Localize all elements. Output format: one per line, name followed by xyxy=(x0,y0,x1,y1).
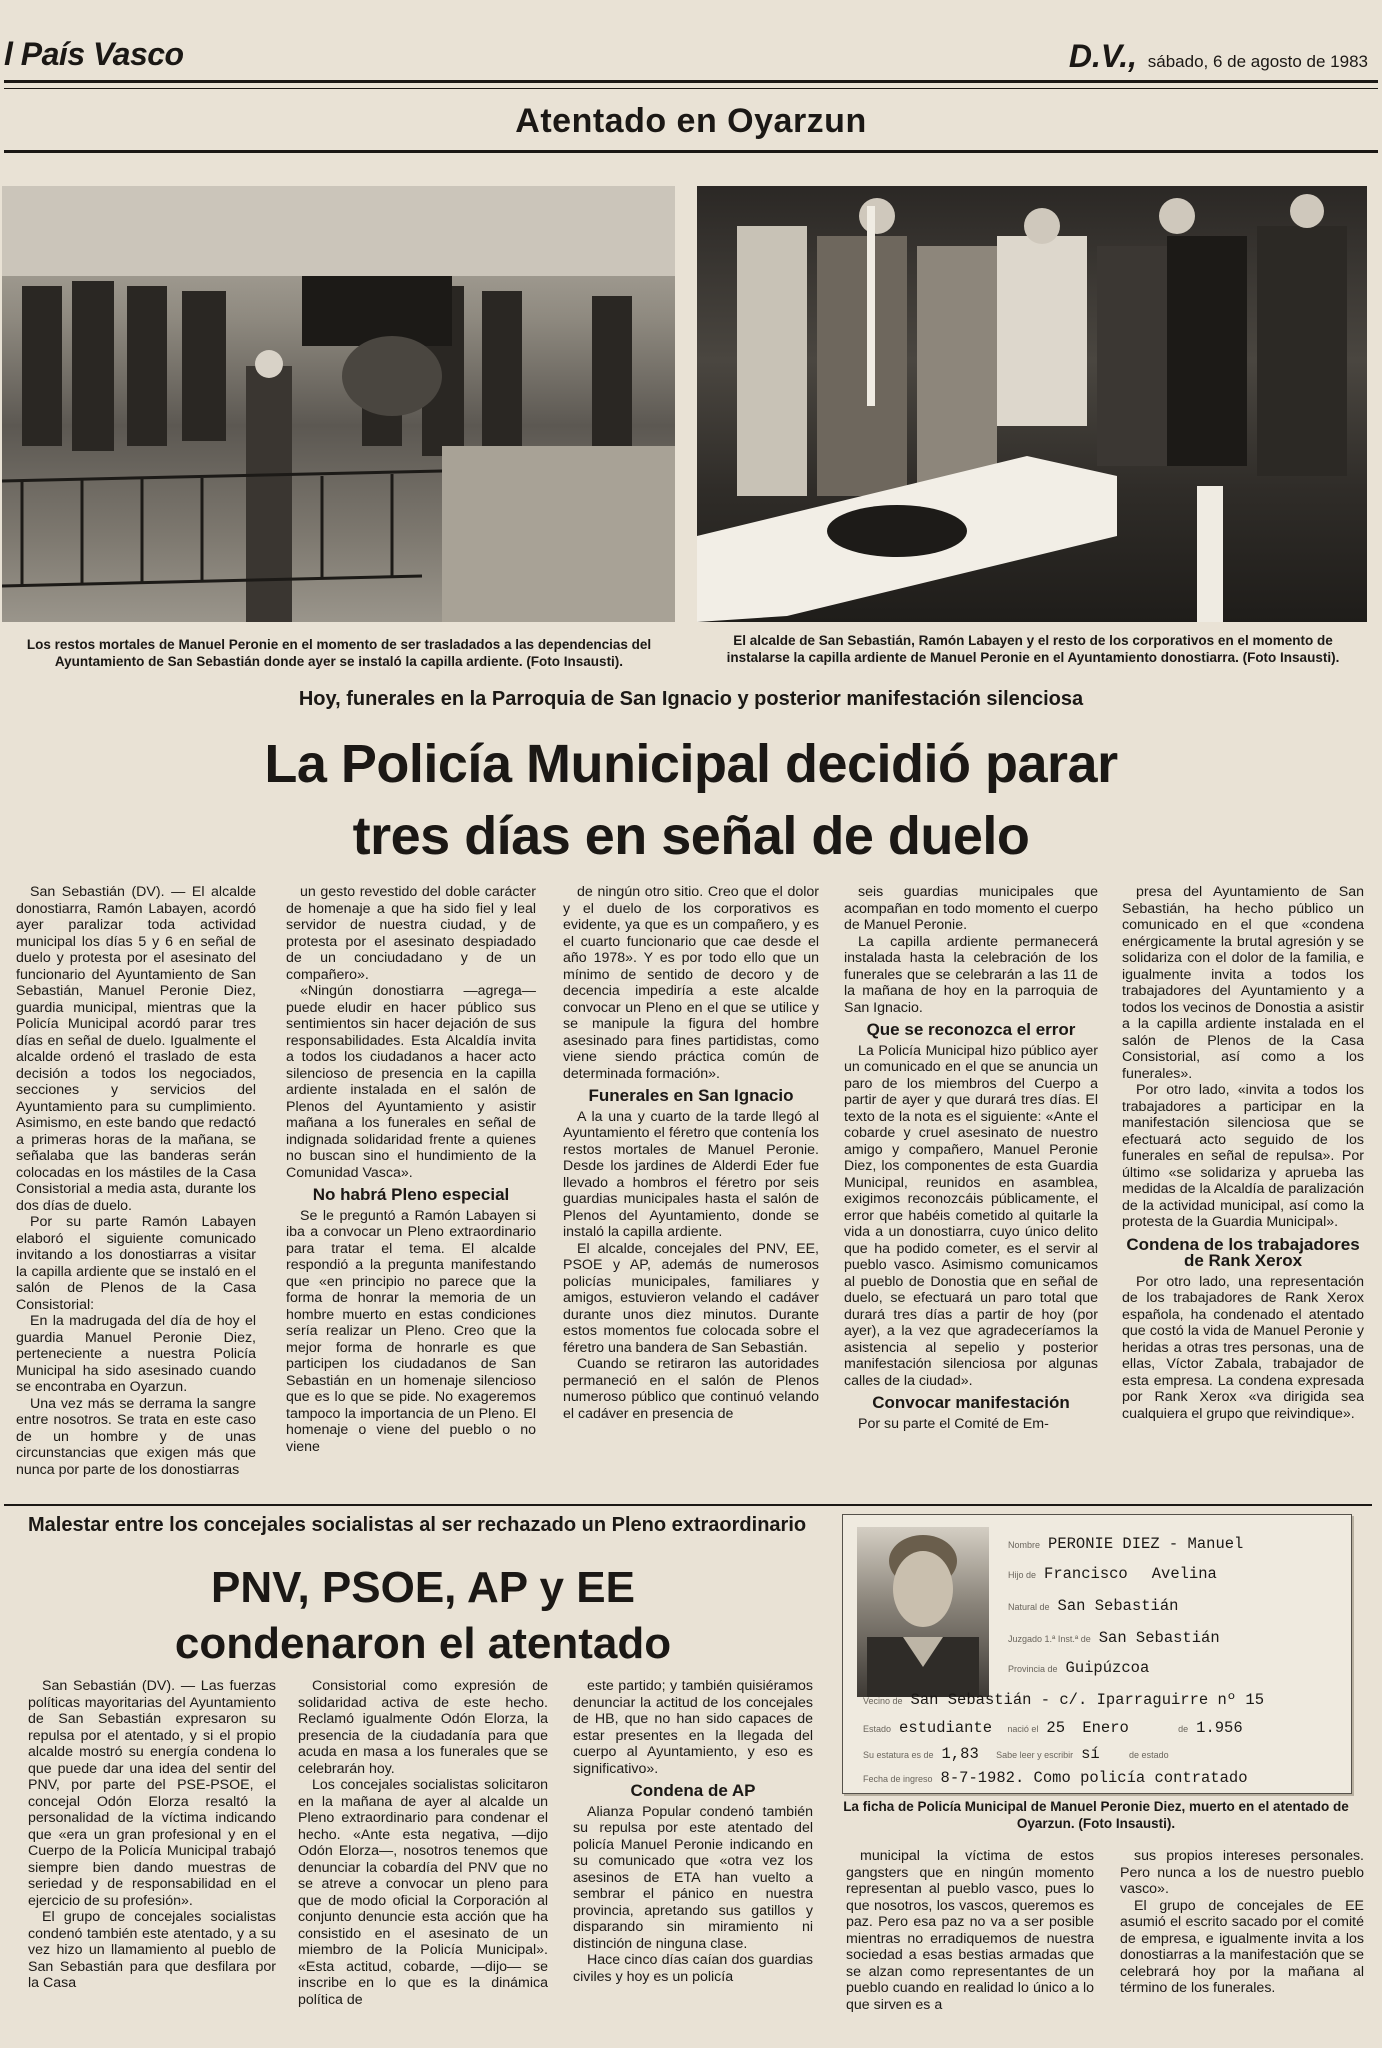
article2-paragraph: El grupo de concejales socialistas condenó también este atentado, y a su vez hizo un llamamiento al pueblo de San Sebastián para que desfilara por la Casa xyxy=(28,1909,276,1991)
article1-paragraph: En la madrugada del día de hoy el guardia Manuel Peronie Diez, perteneciente a nuestra Policía Municipal ha sido asesinado cuando se encontraba en Oyarzun. xyxy=(16,1313,256,1395)
card-label: de estado xyxy=(1129,1750,1169,1760)
article2-paragraph: Hace cinco días caían dos guardias civiles y hoy es un policía xyxy=(573,1952,813,1985)
card-label: Sabe leer y escribir xyxy=(996,1750,1074,1760)
article1-column-4 xyxy=(844,884,1098,1484)
card-birth-year: 1.956 xyxy=(1196,1719,1243,1737)
article2-column-2 xyxy=(298,1678,548,2048)
article1-headline xyxy=(0,728,1382,872)
photo-capilla-ardiente xyxy=(697,186,1367,622)
article2-paragraph: Los concejales socialistas solicitaron en la mañana de ayer al alcalde un Pleno extraordinario para condenar el hecho. «Ante esta negativa, —dijo Odón Elorza—, nosotros tenemos que denunciar la cobardía del PNV que no se atreve a convocar un pleno para que de modo oficial la Corporación al conjunto denuncie esta acción que ha consistido en el asesinato de un miembro de la Policía Municipal». «Esta actitud, cobarde, —dijo— se inscribe en lo que es la dinámica política de xyxy=(298,1777,548,2008)
card-name: PERONIE DIEZ - Manuel xyxy=(1048,1535,1244,1553)
card-court: San Sebastián xyxy=(1098,1629,1220,1647)
article1-paragraph: «Ningún donostiarra —agrega— puede eludir en hacer público sus sentimientos sin hacer dejación de sus responsabilidades. Esta Alcaldía invita a todos los ciudadanos a hacer acto silencioso de presencia en la capilla ardiente instalada en el salón de Plenos del Ayuntamiento y asistir mañana a los funerales en señal de indignada solidaridad frente a quienes no buscan sino el hundimiento de la Comunidad Vasca». xyxy=(286,983,536,1181)
card-entry-line xyxy=(863,1769,1248,1787)
portrait-illustration xyxy=(857,1527,989,1697)
article1-paragraph: Por otro lado, «invita a todos los trabajadores a participar en la manifestación silenciosa que se efectuará acto seguido de los funerales en señal de repulsa». Por último «se solidariza y aprueba las medidas de la Alcaldía de paralización de la actividad municipal, así como la protesta de la Guardia Municipal». xyxy=(1122,1082,1364,1230)
card-birthdate-line xyxy=(863,1719,1243,1737)
article1-paragraph: un gesto revestido del doble carácter de homenaje a que ha sido fiel y leal servidor de nuestra ciudad, y de protesta por el asesinato despiadado de un conciudadano y de un compañero». xyxy=(286,884,536,983)
card-birth-month: Enero xyxy=(1082,1719,1129,1737)
card-label: Su estatura es de xyxy=(863,1750,934,1760)
card-label: Nombre xyxy=(1008,1540,1041,1550)
article2-kicker: Malestar entre los concejales socialistas al ser rechazado un Pleno extraordinario xyxy=(28,1514,807,1536)
article2-subhead: Condena de AP xyxy=(630,1781,756,1800)
card-label: Hijo de xyxy=(1008,1570,1037,1580)
article1-paragraph: Una vez más se derrama la sangre entre nosotros. Se trata en este caso de un hombre y de unas circunstancias que exigen más que nunca por parte de los donostiarras xyxy=(16,1395,256,1478)
article2-paragraph: El grupo de concejales de EE asumió el escrito sacado por el comité de empresa, e igualmente invita a los donostiarras a la manifestación que se celebrará hoy por la mañana al término de los funerales. xyxy=(1120,1897,1364,1996)
card-birth-day: 25 xyxy=(1046,1719,1065,1737)
article1-paragraph: La capilla ardiente permanecerá instalada hasta la celebración de los funerales que se celebrarán a las 11 de la mañana de hoy en la parroquia de San Ignacio. xyxy=(844,933,1098,1016)
article1-paragraph: San Sebastián (DV). — El alcalde donostiarra, Ramón Labayen, acordó ayer paralizar toda actividad municipal los días 5 y 6 en señal de duelo y protesta por el asesinato del funcionario del Ayuntamiento de San Sebastián, Manuel Peronie Diez, guardia municipal, mientras que la Policía Municipal acordó parar tres días en señal de duelo. Igualmente el alcalde ordenó el traslado de esta decisión a todos los negociados, secciones y servicios del Ayuntamiento para su cumplimiento. Asimismo, en este bando que redactó a primeras horas de la mañana, se señalaba que las banderas serán colocadas en los mástiles de la Casa Consistorial a media asta, durante los dos días de duelo. xyxy=(16,884,256,1214)
header-rule xyxy=(4,80,1378,83)
card-label: Provincia de xyxy=(1008,1664,1058,1674)
card-label: Vecino de xyxy=(863,1696,903,1706)
article2-paragraph: este partido; y también quisiéramos denunciar la actitud de los concejales de HB, que no han sido capaces de estar presentes en la llegada del cuerpo al Ayuntamiento, y eso es significativo». xyxy=(573,1678,813,1777)
section-rule xyxy=(4,150,1378,153)
article1-subhead: No habrá Pleno especial xyxy=(312,1185,510,1204)
article2-paragraph: Consistorial como expresión de solidaridad activa de este hecho. Reclamó igualmente Odón Elorza, la presencia de la ciudadanía para que acuda en masa a los funerales que se celebrarán hoy. xyxy=(298,1678,548,1777)
card-court-line xyxy=(1008,1629,1220,1647)
article1-subhead: Convocar manifestación xyxy=(872,1393,1070,1412)
card-residence: San Sebastián - c/. Iparraguirre nº 15 xyxy=(910,1691,1265,1709)
card-birthplace: San Sebastián xyxy=(1057,1597,1179,1615)
article1-paragraph: Se le preguntó a Ramón Labayen si iba a convocar un Pleno extraordinario para tratar el tema. El alcalde respondió a la pregunta manifestando que «en principio no parece que la forma de honrar la memoria de un hombre muerto en estas condiciones sería realizar un Pleno. Creo que la mejor forma de honrarle es que participen los ciudadanos de San Sebastián en un homenaje silencioso que es lo que se pide. No exageremos tampoco la importancia de un Pleno. El homenaje o viene del pueblo o no viene xyxy=(286,1207,536,1455)
article1-subhead: Condena de los trabajadores de Rank Xerox xyxy=(1126,1234,1360,1270)
card-province-line xyxy=(1008,1659,1149,1677)
card-height-line xyxy=(863,1745,1177,1763)
article1-paragraph: seis guardias municipales que acompañan en todo momento el cuerpo de Manuel Peronie. xyxy=(844,884,1098,933)
photo-caption-right: El alcalde de San Sebastián, Ramón Labayen y el resto de los corporativos en el momento de instalarse la capilla ardiente de Manuel Peronie en el Ayuntamiento donostiarra. (Foto Insausti). xyxy=(726,633,1340,665)
photo-coffin-transfer-illustration xyxy=(2,186,675,622)
article1-column-5 xyxy=(1122,884,1364,1484)
article2-column-3 xyxy=(573,1678,813,2048)
card-residence-line xyxy=(863,1691,1264,1709)
article1-column-1 xyxy=(16,884,256,1484)
police-id-card xyxy=(842,1514,1352,1794)
header-rule-thin xyxy=(4,88,1378,89)
article1-subhead: Que se reconozca el error xyxy=(866,1020,1076,1039)
card-label: Natural de xyxy=(1008,1602,1050,1612)
section-name: l País Vasco xyxy=(4,36,184,72)
article2-column-1 xyxy=(28,1678,276,2048)
article1-subhead: Funerales en San Ignacio xyxy=(588,1086,794,1105)
photo-caption-left: Los restos mortales de Manuel Peronie en el momento de ser trasladados a las dependencias del Ayuntamiento de San Sebastián donde ayer se instaló la capilla ardiente. (Foto Insausti). xyxy=(26,637,652,669)
card-label: de xyxy=(1178,1724,1189,1734)
article1-paragraph: La Policía Municipal hizo público ayer un comunicado en el que se anuncia un paro de los miembros del Cuerpo a partir de ayer y que durará tres días. El texto de la nota es el siguiente: «Ante el cobarde y cruel asesinato de nuestro amigo y compañero, Manuel Peronie Diez, los componentes de esta Guardia Municipal, reunidos en asamblea, exigimos reconozcáis públicamente, el error que habéis cometido al quitarle la vida a un donostiarra, cuyo único delito que ha podido cometer, es el servir al pueblo vasco. Asimismo comunicamos al pueblo de Donostia que en señal de duelo, se efectuará un paro total que durará tres días a partir de hoy (por ayer), a la vez que agradeceríamos la asistencia al sepelio y posterior manifestación silenciosa por algunas calles de la ciudad». xyxy=(844,1042,1098,1389)
card-parents-line xyxy=(1008,1565,1217,1583)
article1-paragraph: Por su parte Ramón Labayen elaboró el siguiente comunicado invitando a los donostiarras a visitar la capilla ardiente que se instaló en el salón de Plenos de la Casa Consistorial: xyxy=(16,1214,256,1313)
article2-column-4 xyxy=(846,1848,1094,2048)
article2-headline xyxy=(28,1560,818,1672)
article1-headline-line1: La Policía Municipal decidió parar xyxy=(264,734,1118,794)
photo-coffin-transfer xyxy=(2,186,675,622)
section-title: Atentado en Oyarzun xyxy=(515,102,867,140)
article1-paragraph: El alcalde, concejales del PNV, EE, PSOE y AP, además de numerosos policías municipales, familiares y amigos, estuvieron velando el cadáver durante unos diez minutos. Durante estos momentos fue colocada sobre el féretro una bandera de San Sebastián. xyxy=(563,1240,819,1356)
card-entry: 8-7-1982. Como policía contratado xyxy=(940,1769,1248,1787)
card-reads: sí xyxy=(1081,1745,1100,1763)
id-card-caption: La ficha de Policía Municipal de Manuel Peronie Diez, muerto en el atentado de Oyarzun. (Foto Insausti). xyxy=(843,1799,1349,1831)
card-province: Guipúzcoa xyxy=(1065,1659,1150,1677)
card-height: 1,83 xyxy=(941,1745,979,1763)
portrait-photo xyxy=(857,1527,989,1697)
article2-column-5 xyxy=(1120,1848,1364,2048)
article1-paragraph: de ningún otro sitio. Creo que el dolor y el duelo de los corporativos es evidente, ya que es un compañero, y es el cuarto funcionario que cae desde el año 1978». Y es por todo ello que un mínimo de sentido de decoro y de decencia impediría a este alcalde convocar un Pleno en el que se utilice y se manipule la figura del hombre asesinado para fines partidistas, como viene siendo práctica común de determinada formación». xyxy=(563,884,819,1082)
article1-paragraph: presa del Ayuntamiento de San Sebastián, ha hecho público un comunicado en el que «condena enérgicamente la brutal agresión y se solidariza con el dolor de la familia, e igualmente invita a todos los trabajadores del Ayuntamiento y a todos los vecinos de Donostia a asistir a la capilla ardiente instalada en el salón de Plenos de la Casa Consistorial, así como a los funerales». xyxy=(1122,884,1364,1082)
card-father: Francisco xyxy=(1044,1565,1128,1583)
article1-kicker: Hoy, funerales en la Parroquia de San Ignacio y posterior manifestación silenciosa xyxy=(298,688,1084,710)
card-occupation: estudiante xyxy=(899,1719,993,1737)
article2-headline-line2: condenaron el atentado xyxy=(174,1619,672,1668)
card-name-line xyxy=(1008,1535,1243,1553)
card-label: Juzgado 1.ª Inst.ª de xyxy=(1008,1634,1091,1644)
article2-paragraph: municipal la víctima de estos gangsters que en ningún momento representan al pueblo vasco, pues lo que nosotros, los vascos, queremos es paz. Pero esa paz no va a ser posible mientras no erradiquemos de nuestra sociedad a esas bestias armadas que se alzan como representantes de un pueblo cuando en realidad lo único a lo que sirven es a xyxy=(846,1848,1094,2013)
article1-paragraph: Por su parte el Comité de Em- xyxy=(858,1415,1049,1432)
card-label: nació el xyxy=(1007,1724,1039,1734)
card-label: Estado xyxy=(863,1724,892,1734)
dateline xyxy=(1069,38,1368,75)
article1-paragraph: Cuando se retiraron las autoridades permaneció en el salón de Plenos numeroso público que continuó velando el cadáver en presencia de xyxy=(563,1356,819,1422)
paper-name: D.V., xyxy=(1068,38,1138,74)
article2-paragraph: Alianza Popular condenó también su repulsa por este atentado del policía Manuel Peronie indicando en su comunicado que «otra vez los asesinos de ETA han vuelto a sembrar el pánico en nuestra provincia, apretando sus gatillos y disparando sin miramiento ni distinción de ninguna clase. xyxy=(573,1803,813,1952)
article1-paragraph: Por otro lado, una representación de los trabajadores de Rank Xerox española, ha condenado el atentado que costó la vida de Manuel Peronie y heridas a otras tres personas, una de ellas, Víctor Zabala, trabajador de esta empresa. La condena expresada por Rank Xerox «va dirigida sea cualquiera el grupo que reivindique». xyxy=(1122,1273,1364,1422)
article2-paragraph: sus propios intereses personales. Pero nunca a los de nuestro pueblo vasco». xyxy=(1120,1848,1364,1897)
issue-date: sábado, 6 de agosto de 1983 xyxy=(1147,52,1368,71)
card-label: Fecha de ingreso xyxy=(863,1774,933,1784)
article1-column-2 xyxy=(286,884,536,1484)
card-birthplace-line xyxy=(1008,1597,1178,1615)
article1-column-3 xyxy=(563,884,819,1484)
article2-paragraph: San Sebastián (DV). — Las fuerzas políticas mayoritarias del Ayuntamiento de San Sebastián expresaron su repulsa por el atentado, y si el propio alcalde mostró su energía condena lo que puede dar una idea del sentir del PNV, por parte del PSE-PSOE, el concejal Odón Elorza resaltó la personalidad de la víctima indicando que «era un gran profesional y en el Cuerpo de la Policía Municipal trabajó siempre bien dando muestras de seriedad y de responsabilidad en el ejercicio de su profesión». xyxy=(28,1678,276,1909)
article2-headline-line1: PNV, PSOE, AP y EE xyxy=(211,1563,635,1612)
article1-headline-line2: tres días en señal de duelo xyxy=(352,806,1030,866)
article1-paragraph: A la una y cuarto de la tarde llegó al Ayuntamiento el féretro que contenía los restos mortales de Manuel Peronie. Desde los jardines de Alderdi Eder fue llevado a hombros el féretro por seis guardias municipales hasta el salón de Plenos del Ayuntamiento, donde se instaló la capilla ardiente. xyxy=(563,1108,819,1240)
photo-capilla-ardiente-illustration xyxy=(697,186,1367,622)
card-mother: Avelina xyxy=(1151,1565,1217,1583)
